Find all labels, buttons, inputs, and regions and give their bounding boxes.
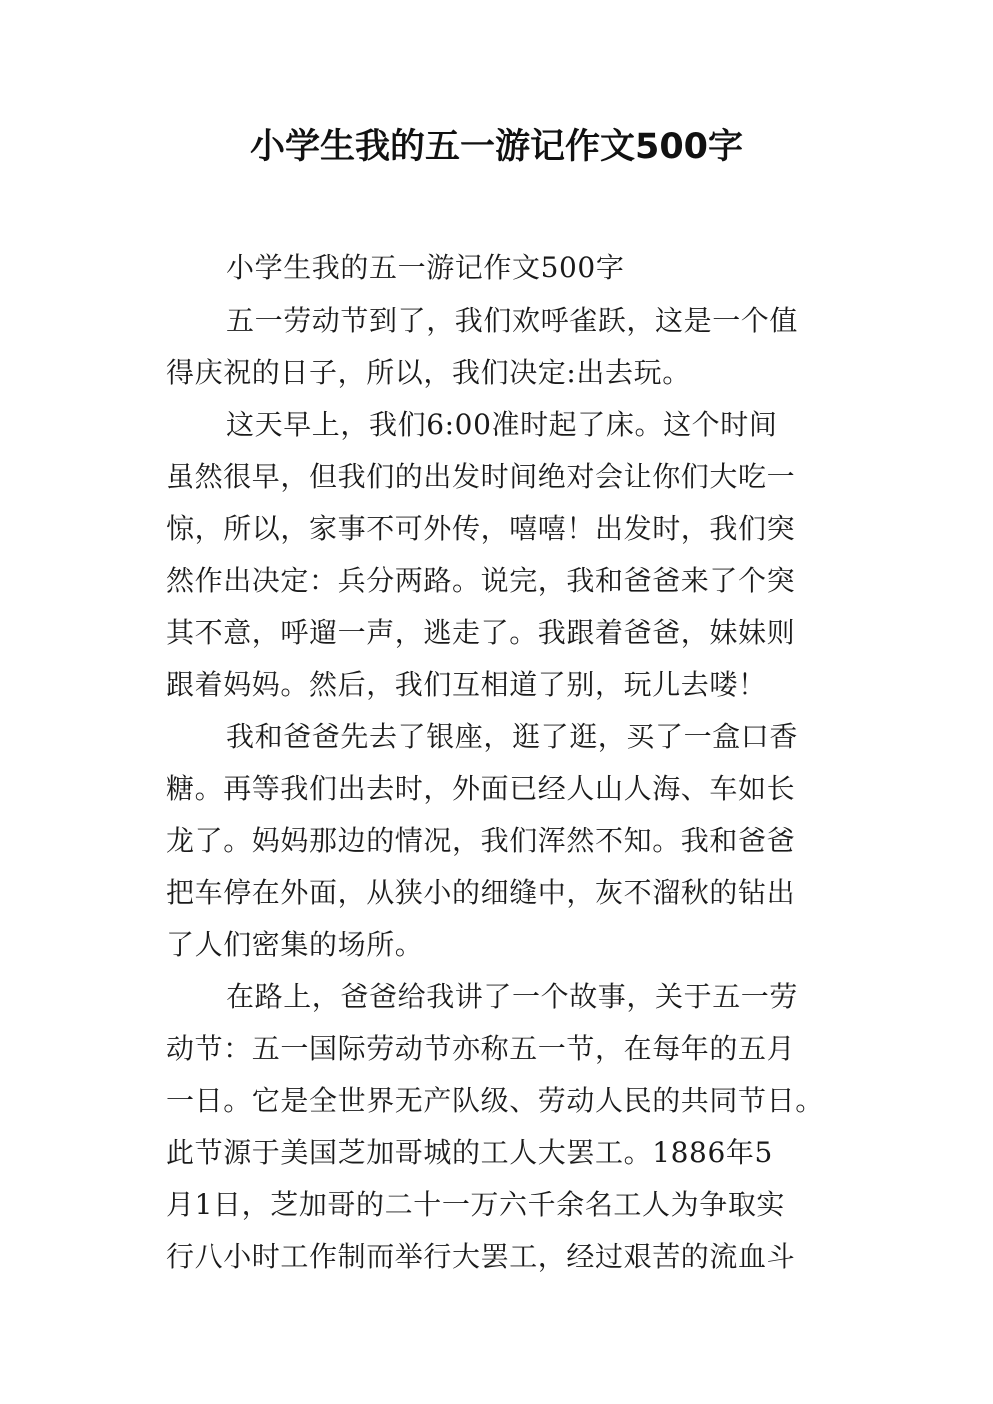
text-line-5: 惊，所以，家事不可外传，嘻嘻！出发时，我们突 — [166, 512, 796, 545]
text-line-8: 跟着妈妈。然后，我们互相道了别，玩儿去喽！ — [166, 668, 767, 701]
text-line-1: 五一劳动节到了，我们欢呼雀跃，这是一个值 — [226, 304, 799, 337]
text-line-17: 此节源于美国芝加哥城的工人大罢工。1886年5 — [166, 1136, 773, 1169]
document-title: 小学生我的五一游记作文500字 — [249, 127, 744, 167]
text-line-9: 我和爸爸先去了银座，逛了逛，买了一盒口香 — [226, 720, 799, 753]
text-line-19: 行八小时工作制而举行大罢工，经过艰苦的流血斗 — [166, 1240, 796, 1273]
text-line-3: 这天早上，我们6:00准时起了床。这个时间 — [226, 408, 778, 441]
text-line-13: 了人们密集的场所。 — [166, 928, 424, 961]
text-line-2: 得庆祝的日子，所以，我们决定:出去玩。 — [166, 356, 691, 389]
text-line-11: 龙了。妈妈那边的情况，我们浑然不知。我和爸爸 — [166, 824, 796, 857]
text-line-7: 其不意，呼遛一声，逃走了。我跟着爸爸，妹妹则 — [166, 616, 796, 649]
text-line-18: 月1日，芝加哥的二十一万六千余名工人为争取实 — [166, 1188, 786, 1221]
text-line-12: 把车停在外面，从狭小的细缝中，灰不溜秋的钻出 — [166, 876, 796, 909]
text-line-4: 虽然很早，但我们的出发时间绝对会让你们大吃一 — [166, 460, 796, 493]
text-line-14: 在路上，爸爸给我讲了一个故事，关于五一劳 — [226, 980, 799, 1013]
text-line-6: 然作出决定：兵分两路。说完，我和爸爸来了个突 — [166, 564, 796, 597]
text-line-10: 糖。再等我们出去时，外面已经人山人海、车如长 — [166, 772, 796, 805]
text-line-0: 小学生我的五一游记作文500字 — [226, 251, 625, 284]
text-line-15: 动节：五一国际劳动节亦称五一节，在每年的五月 — [166, 1032, 796, 1065]
text-line-16: 一日。它是全世界无产队级、劳动人民的共同节日。 — [166, 1084, 824, 1117]
